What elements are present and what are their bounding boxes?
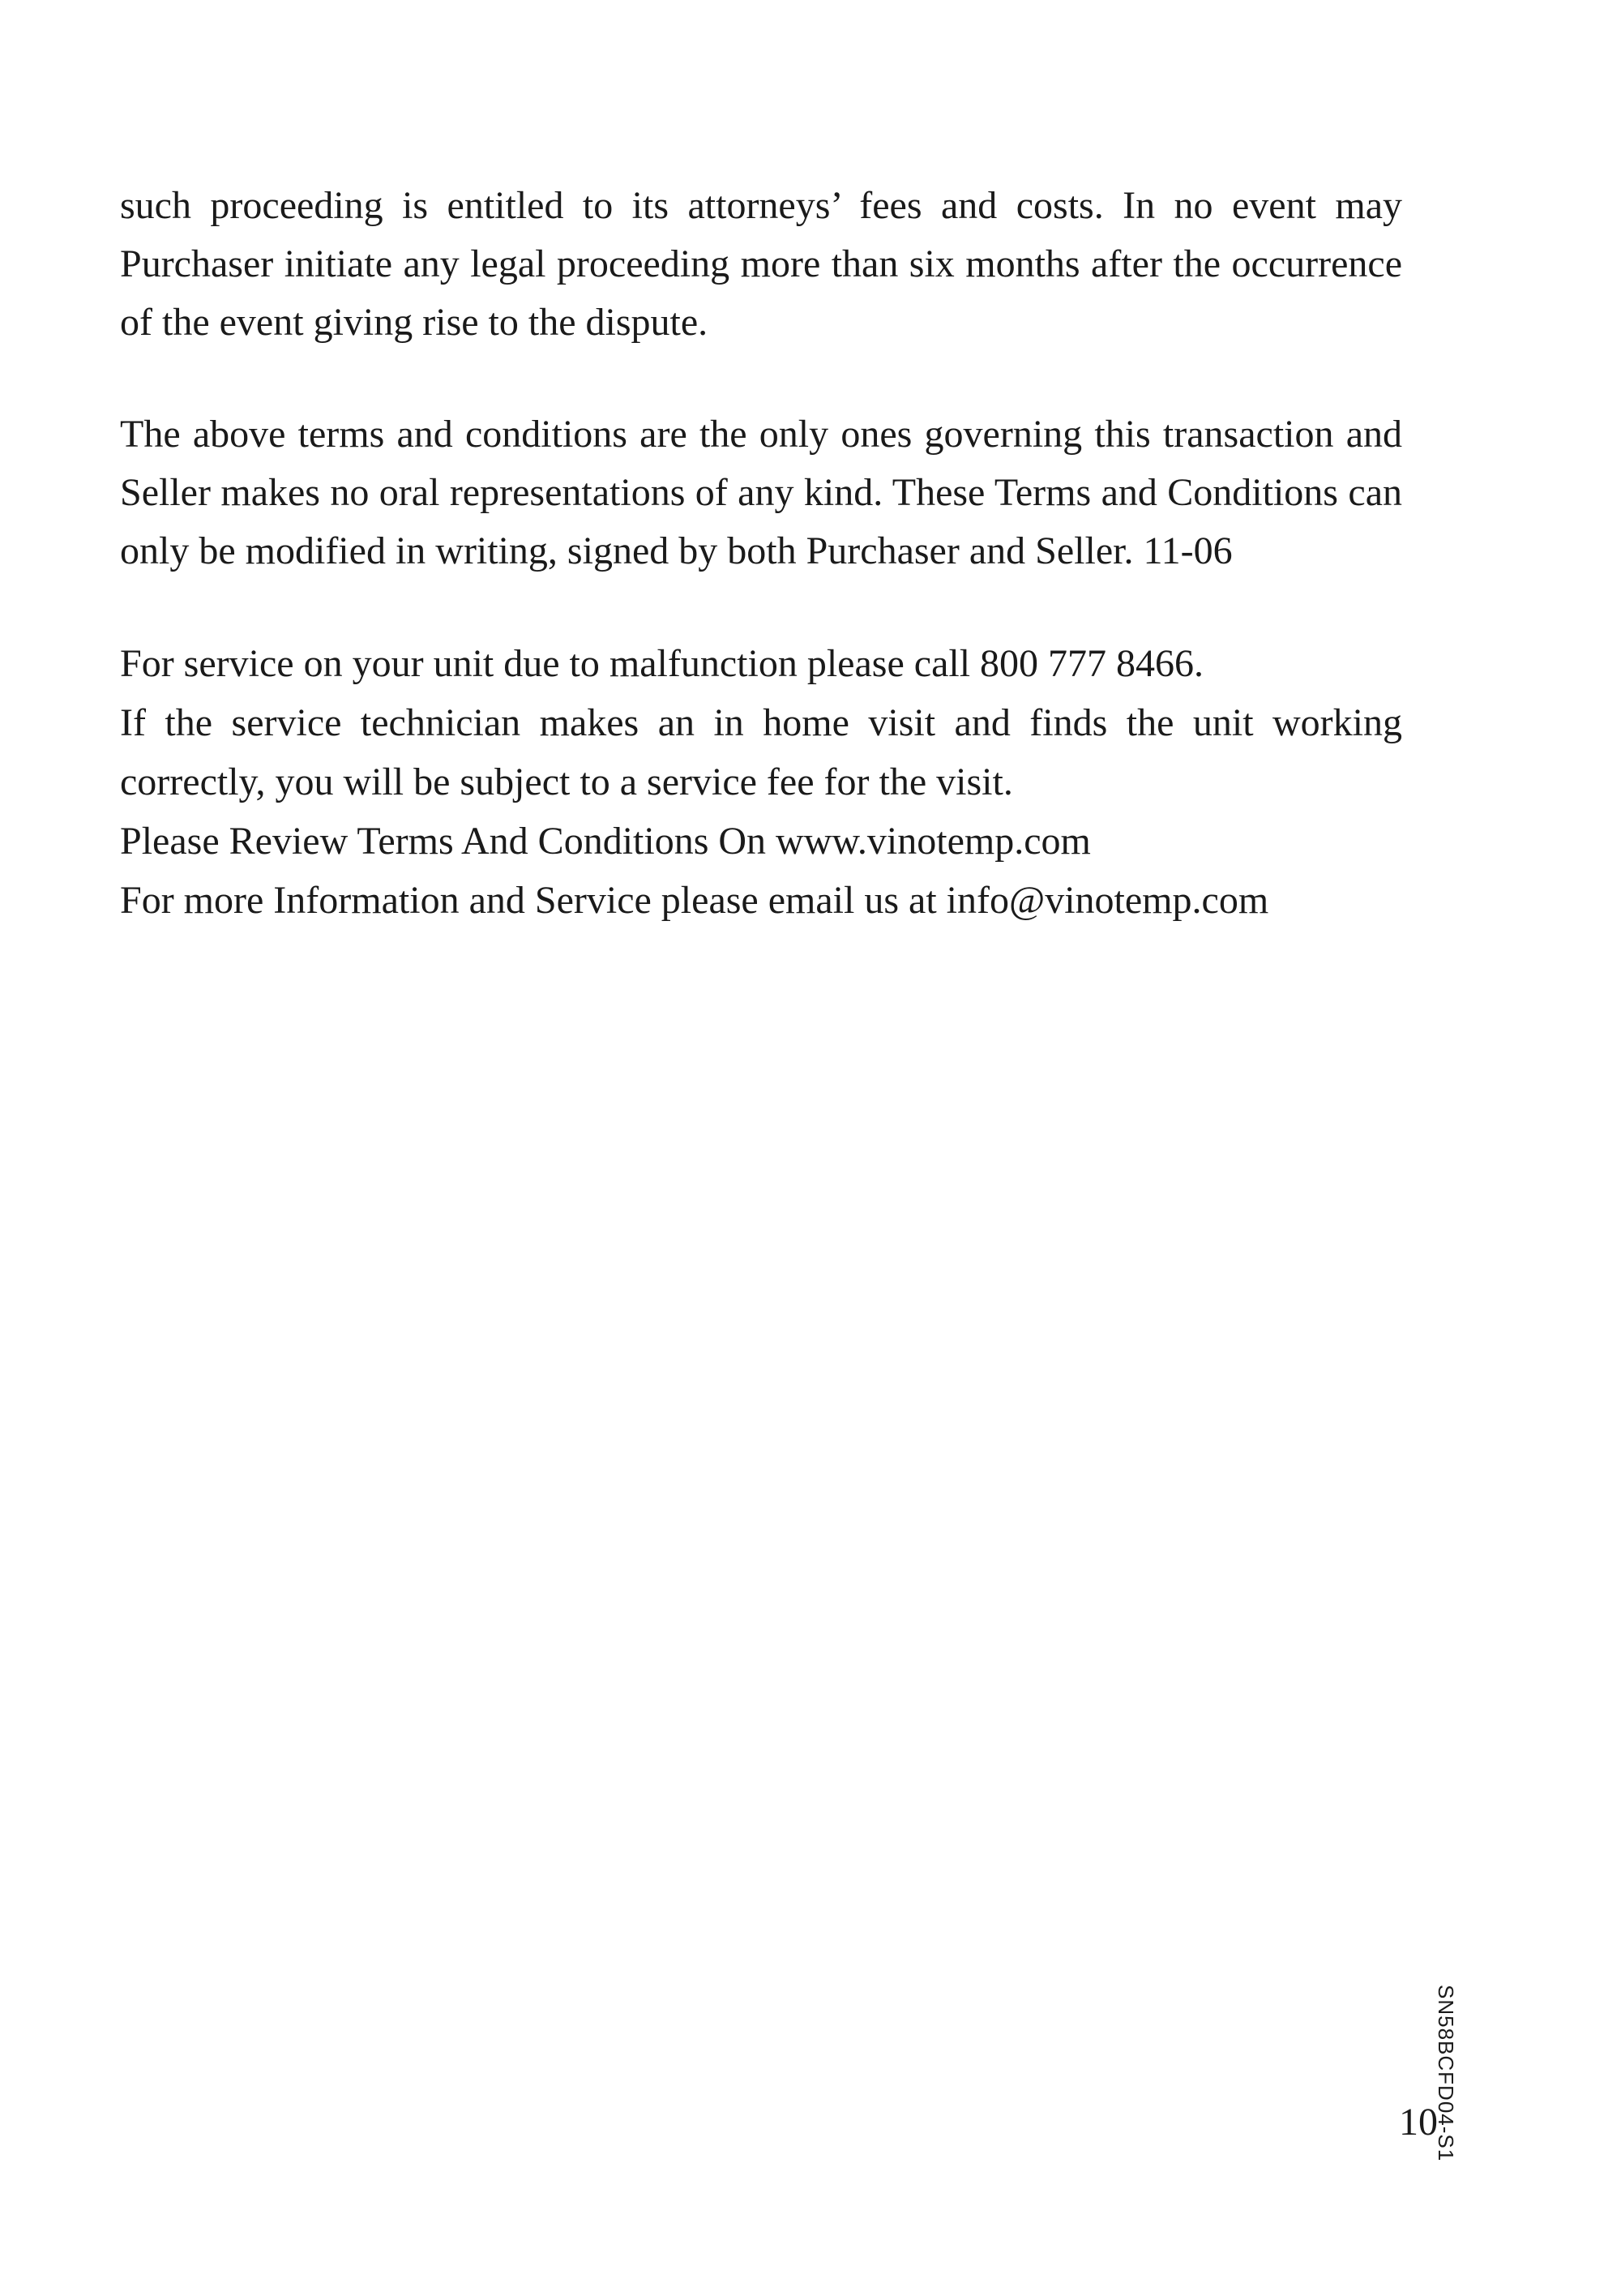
page-body — [120, 177, 1402, 930]
document-code: SN58BCFD04-S1 — [1434, 1985, 1458, 2162]
service-fee-line: If the service technician makes an in home visit and finds the unit working correctly, you will be subject to a service fee for the visit. — [120, 701, 1402, 803]
legal-proceeding-paragraph: such proceeding is entitled to its attorneys’ fees and costs. In no event may Purchaser initiate any legal proceeding more than six months after the occurrence of the event giving rise to the dispute. — [120, 184, 1402, 344]
email-info-line: For more Information and Service please email us at info@vinotemp.com — [120, 879, 1269, 922]
page-number: 10 — [1399, 2101, 1438, 2144]
review-terms-line: Please Review Terms And Conditions On www.vinotemp.com — [120, 820, 1091, 863]
terms-conditions-paragraph: The above terms and conditions are the only ones governing this transaction and Seller makes no oral representations of any kind. These Terms and Conditions can only be modified in writing, signed by both Purchaser and Seller. 11-06 — [120, 413, 1402, 572]
service-call-line: For service on your unit due to malfunction please call 800 777 8466. — [120, 642, 1204, 685]
service-info-block — [120, 634, 1402, 930]
